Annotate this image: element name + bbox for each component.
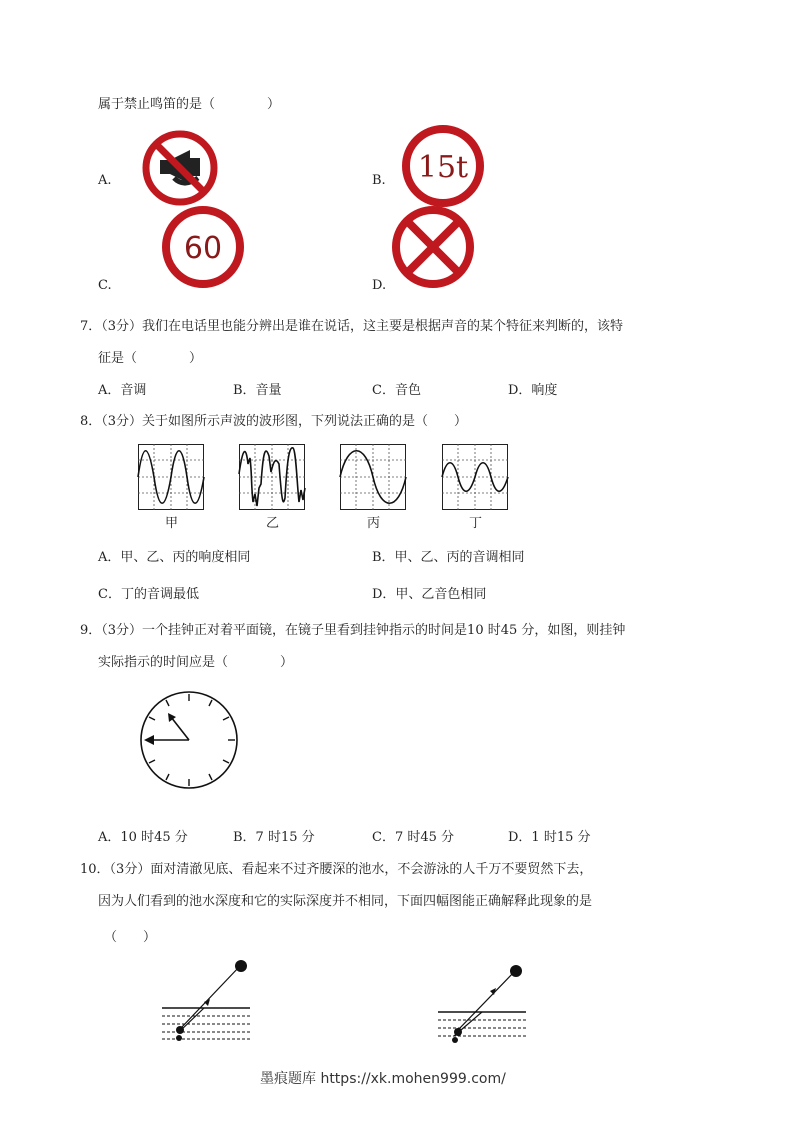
q9-line1: 9．（3分）一个挂钟正对着平面镜，在镜子里看到挂钟指示的时间是10 时45 分，如图，则挂钟 bbox=[80, 623, 626, 638]
q8-option-c: C．丁的音调最低 bbox=[98, 587, 199, 602]
refraction-diagram-b bbox=[436, 962, 528, 1046]
q9-option-c: C．7 时45 分 bbox=[372, 830, 455, 845]
q7-option-b: B．音量 bbox=[233, 383, 282, 398]
q10-line1: 10．（3分）面对清澈见底、看起来不过齐腰深的池水，不会游泳的人千万不要贸然下去， bbox=[80, 862, 593, 877]
q8-option-b: B．甲、乙、丙的音调相同 bbox=[372, 550, 525, 565]
waveform-yi bbox=[239, 444, 305, 510]
q10-line3: （ ） bbox=[104, 930, 157, 945]
sign-60-text: 60 bbox=[183, 231, 223, 266]
q8-option-a: A．甲、乙、丙的响度相同 bbox=[98, 550, 251, 565]
q6-option-d-letter: D. bbox=[372, 278, 387, 293]
q7-option-d: D．响度 bbox=[508, 383, 558, 398]
q9-option-d: D．1 时15 分 bbox=[508, 830, 591, 845]
weight-limit-sign-icon bbox=[400, 124, 486, 210]
sign-15t-text: 15t bbox=[417, 150, 469, 185]
q10-line2: 因为人们看到的池水深度和它的实际深度并不相同，下面四幅图能正确解释此现象的是 bbox=[98, 894, 593, 909]
q8-stem: 8．（3分）关于如图所示声波的波形图，下列说法正确的是（ ） bbox=[80, 414, 468, 429]
q6-option-b-letter: B. bbox=[372, 173, 386, 188]
wall-clock-icon bbox=[138, 689, 240, 791]
q7-option-a: A．音调 bbox=[98, 383, 147, 398]
q6-option-a-letter: A. bbox=[98, 173, 112, 188]
q6-option-c-letter: C. bbox=[98, 278, 112, 293]
waveform-label-yi: 乙 bbox=[266, 516, 280, 531]
footer-watermark: 墨痕题库 https://xk.mohen999.com/ bbox=[260, 1071, 506, 1087]
q6-stem-tail: 属于禁止鸣笛的是（ ） bbox=[98, 97, 281, 112]
q9-option-a: A．10 时45 分 bbox=[98, 830, 188, 845]
speed-limit-sign-icon bbox=[160, 205, 246, 291]
waveform-ding bbox=[442, 444, 508, 510]
refraction-diagram-a bbox=[160, 958, 252, 1044]
waveform-jia bbox=[138, 444, 204, 510]
no-stopping-sign-icon bbox=[390, 205, 476, 291]
waveform-label-ding: 丁 bbox=[469, 516, 483, 531]
q9-option-b: B．7 时15 分 bbox=[233, 830, 315, 845]
q7-line2: 征是（ ） bbox=[98, 351, 203, 366]
q9-line2: 实际指示的时间应是（ ） bbox=[98, 655, 294, 670]
q7-line1: 7．（3分）我们在电话里也能分辨出是谁在说话，这主要是根据声音的某个特征来判断的，该特 bbox=[80, 319, 624, 334]
q8-option-d: D．甲、乙音色相同 bbox=[372, 587, 487, 602]
q7-option-c: C．音色 bbox=[372, 383, 421, 398]
waveform-label-jia: 甲 bbox=[165, 516, 179, 531]
waveform-label-bing: 丙 bbox=[367, 516, 381, 531]
no-horn-sign-icon bbox=[140, 128, 220, 208]
waveform-bing bbox=[340, 444, 406, 510]
